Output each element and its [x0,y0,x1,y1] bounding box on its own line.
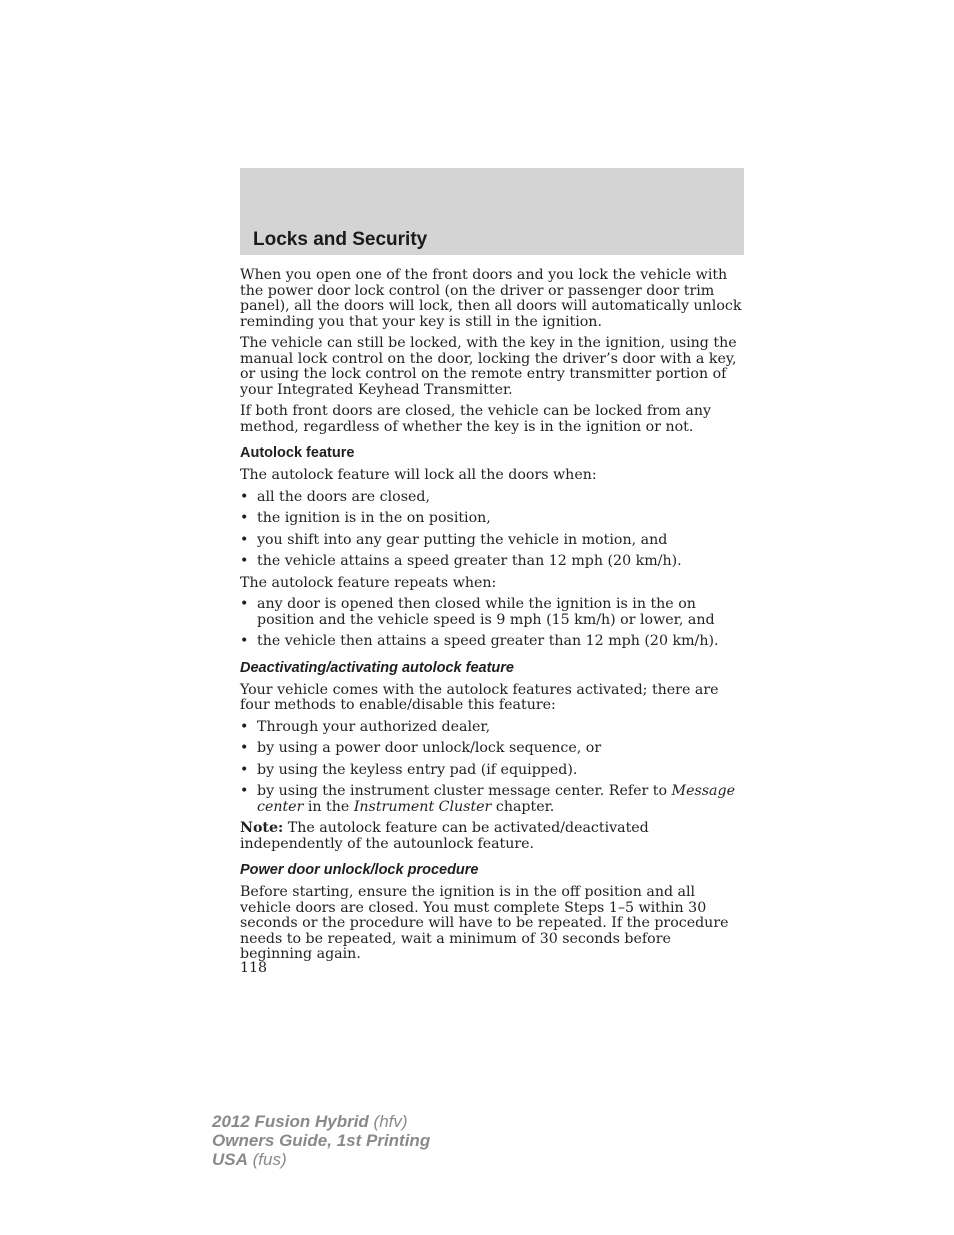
note-label: Note: [240,820,284,836]
list-item: • you shift into any gear putting the vehicle in motion, and [240,531,668,548]
deactivating-heading: Deactivating/activating autolock feature [240,659,514,676]
autolock-repeat-list [240,597,745,650]
bullet-icon: • [240,718,249,735]
bullet-icon: • [240,633,249,649]
list-item: • all the doors are closed, [240,488,430,505]
list-item: • the vehicle then attains a speed greater than 12 mph (20 km/h). [240,633,719,649]
list-item: • by using a power door unlock/lock sequence, or [240,740,602,756]
list-item: • any door is opened then closed while the ignition is in the on position and the vehicle speed is 9 mph (15 km/h) or lower, and [240,596,715,628]
bullet-icon: • [240,783,249,799]
bullet-icon: • [240,553,249,569]
intro-paragraph: If both front doors are closed, the vehicle can be locked from any method, regardless of whether the key is in the ignition or not. [240,403,711,435]
list-item: • Through your authorized dealer, [240,718,491,735]
page-content [240,268,745,969]
bullet-icon: • [240,761,249,778]
list-item: • the vehicle attains a speed greater than 12 mph (20 km/h). [240,553,682,569]
cross-reference: Instrument Cluster [353,798,492,815]
list-item: • by using the keyless entry pad (if equipped). [240,761,578,778]
footer-guide-line: Owners Guide, 1st Printing [212,1131,431,1150]
bullet-icon: • [240,596,249,612]
intro-paragraph: When you open one of the front doors and you lock the vehicle with the power door lock control (on the driver or passenger door trim panel), all the doors will lock, then all doors will automatically unlock reminding you that your key is still in the ignition. [240,267,742,330]
deactivating-intro: Your vehicle comes with the autolock features activated; there are four methods to enable/disable this feature: [240,681,719,713]
page-number: 118 [240,960,268,976]
autolock-heading: Autolock feature [240,445,355,461]
autolock-lock-list [240,490,745,570]
footer-model-line: 2012 Fusion Hybrid (hfv) [212,1112,408,1131]
footer-region-line: USA (fus) [212,1150,287,1169]
cross-reference: Message center [257,783,735,815]
autolock-repeat-intro: The autolock feature repeats when: [240,574,497,591]
list-item: • by using the instrument cluster message center. Refer to Message center in the Instrument Cluster chapter. [240,783,735,815]
procedure-heading: Power door unlock/lock procedure [240,862,479,878]
list-item: • the ignition is in the on position, [240,510,491,526]
chapter-title: Locks and Security [253,229,428,250]
chapter-header [240,168,744,255]
procedure-paragraph: Before starting, ensure the ignition is in the off position and all vehicle doors are closed. You must complete Steps 1–5 within 30 seconds or the procedure will have to be repeated. If the procedure needs to be repeated, wait a minimum of 30 seconds before beginning again. [240,884,729,962]
deactivating-list [240,720,745,816]
autolock-lock-intro: The autolock feature will lock all the doors when: [240,467,597,483]
note-paragraph: Note: The autolock feature can be activated/deactivated independently of the autounlock feature. [240,820,649,852]
bullet-icon: • [240,740,249,756]
intro-paragraph: The vehicle can still be locked, with the key in the ignition, using the manual lock control on the door, locking the driver’s door with a key, or using the lock control on the remote entry transmitter portion of your Integrated Keyhead Transmitter. [240,335,737,398]
document-footer [212,1112,430,1169]
bullet-icon: • [240,488,249,505]
bullet-icon: • [240,510,249,526]
bullet-icon: • [240,531,249,548]
